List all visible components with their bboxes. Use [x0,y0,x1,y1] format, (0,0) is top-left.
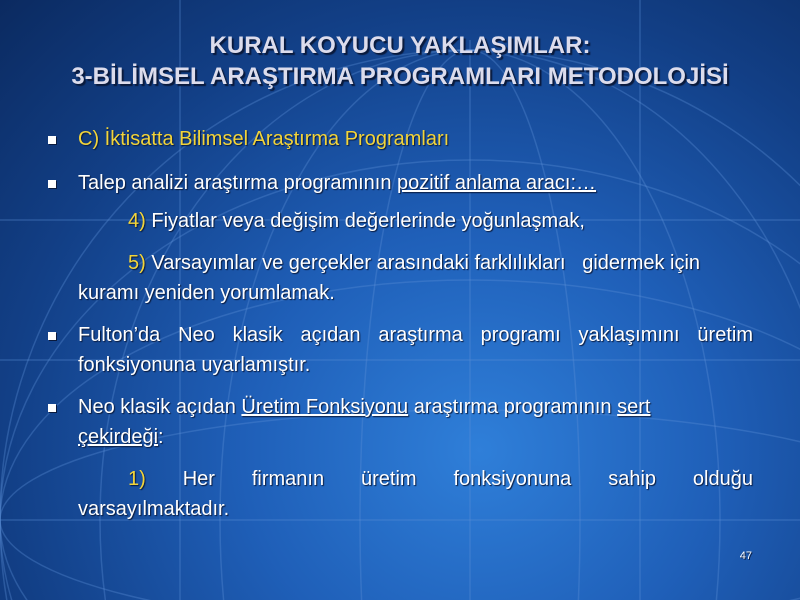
bullet-item-2 [48,168,753,198]
bullet-4-text-c: : [158,426,164,448]
bullet-4-underlined-hard: sert [617,396,651,418]
bullet-2-underlined-text: pozitif anlama aracı:… [397,172,597,194]
bullet-4-text-a: Neo klasik açıdan [78,396,242,418]
square-bullet-icon [48,136,56,144]
square-bullet-icon [48,180,56,188]
sub-item-1 [48,464,753,524]
sub-item-5 [48,248,753,308]
bullet-4-underlined-core: çekirdeği [78,426,159,448]
sub-item-4-text: Fiyatlar veya değişim değerlerinde yoğunlaşmak, [145,210,585,232]
page-number: 47 [739,550,752,562]
bullet-item-4 [48,392,753,452]
square-bullet-icon [48,332,56,340]
bullet-2-text: Talep analizi araştırma programının [78,172,398,194]
title-line-1: KURAL KOYUCU YAKLAŞIMLAR: [209,32,591,59]
sub-item-1-number: 1) [128,468,146,490]
bullet-4-text-b: araştırma programının [408,396,618,418]
bullet-item-1 [48,124,753,154]
sub-item-1-text: Her firmanın üretim fonksiyonuna sahip olduğu [145,468,753,490]
sub-item-1-line-1 [78,464,753,494]
sub-item-1-line-2: varsayılmaktadır. [78,498,230,520]
bullet-1-text: C) İktisatta Bilimsel Araştırma Programları [78,128,450,150]
sub-item-4-number: 4) [128,210,146,232]
square-bullet-icon [48,404,56,412]
bullet-4-underlined-production-function: Üretim Fonksiyonu [241,396,409,418]
sub-item-5-text: Varsayımlar ve gerçekler arasındaki farklılıkları gidermek için kuramı yeniden yorumlamak. [78,252,706,304]
sub-item-4 [48,206,753,236]
bullet-item-3 [48,320,753,380]
slide-body [48,124,753,524]
sub-item-5-number: 5) [128,252,146,274]
title-line-2: 3-BİLİMSEL ARAŞTIRMA PROGRAMLARI METODOLOJİSİ [71,63,729,90]
bullet-3-text: Fulton’da Neo klasik açıdan araştırma programı yaklaşımını üretim fonksiyonuna uyarlamıştır. [78,324,753,376]
slide-title [0,30,800,92]
